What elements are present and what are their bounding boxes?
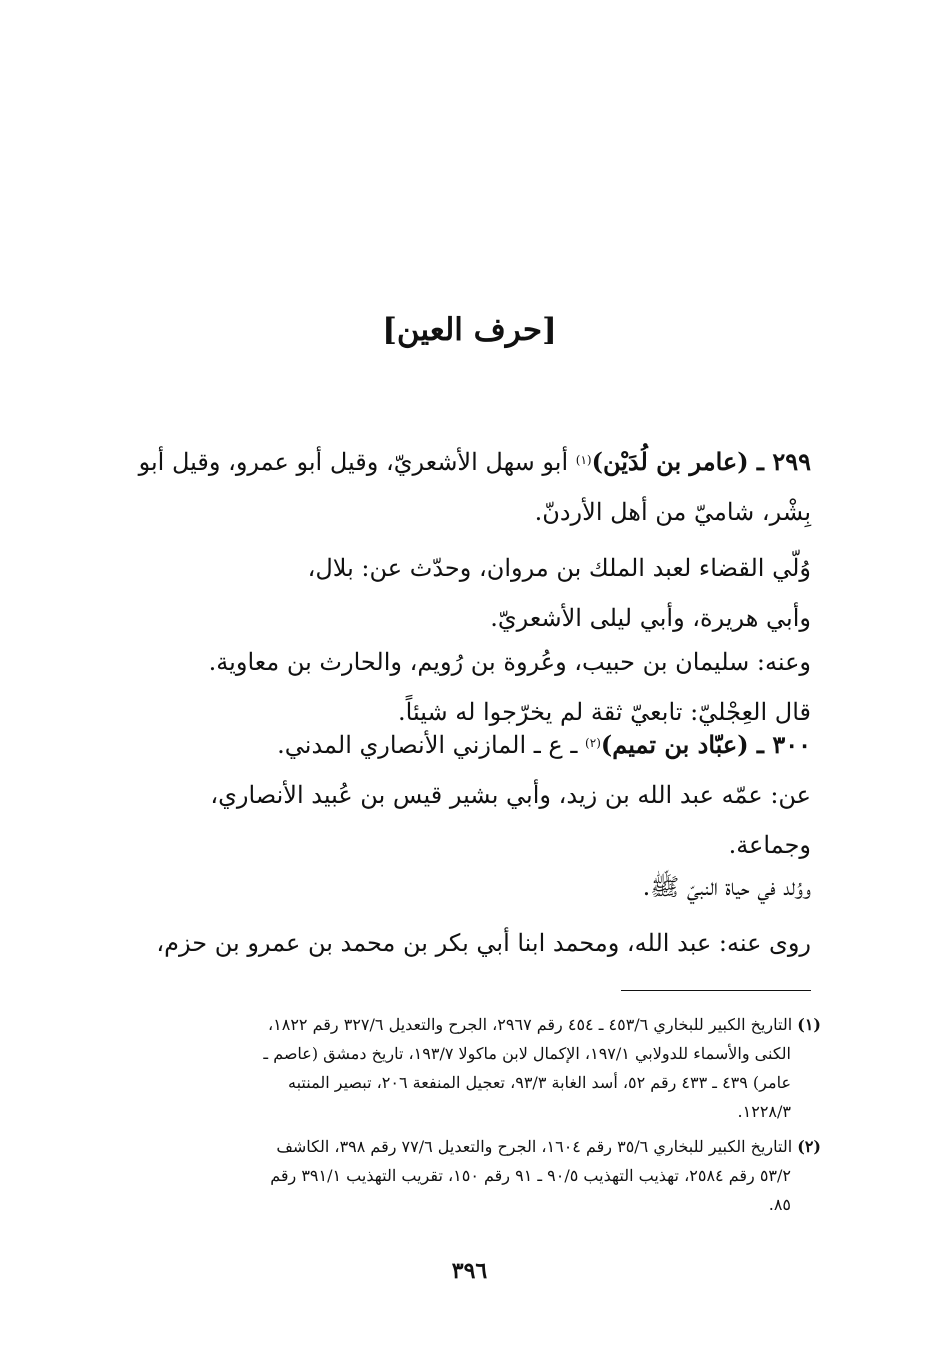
footnote-line: ٨٥.: [768, 1195, 791, 1214]
entry-300: [121, 720, 811, 870]
entry-299: [121, 437, 811, 537]
paragraph: [121, 862, 811, 912]
entry-text: أبو سهل الأشعريّ، وقيل أبو عمرو، وقيل أبو: [138, 448, 569, 476]
entry-number: ٢٩٩: [772, 447, 811, 476]
paragraph-line: ووُلد في حياة النبيّ ﷺ.: [642, 873, 811, 901]
footnote-line: عامر) ٤٣٩ ـ ٤٣٣ رقم ٥٢، أسد الغابة ٩٣/٣، تعجيل المنفعة ٢٠٦، تبصير المنتبه: [288, 1073, 791, 1092]
paragraph: [121, 918, 811, 968]
page-number: ٣٩٦: [451, 1258, 488, 1284]
footnote-number: (١): [797, 1015, 821, 1034]
entry-number: ٣٠٠: [772, 730, 811, 759]
footnote-line: التاريخ الكبير للبخاري ٤٥٣/٦ ـ ٤٥٤ رقم ٢٩٦٧، الجرح والتعديل ٣٢٧/٦ رقم ١٨٢٢،: [267, 1015, 793, 1034]
footnote-line: الكنى والأسماء للدولابي ١٩٧/١، الإكمال لابن ماكولا ١٩٣/٧، تاريخ دمشق (عاصم ـ: [263, 1044, 791, 1063]
entry-line: ٢٩٩ ـ (عامر بن لُدَيْن)$^{(١)}$ أبو سهل الأشعريّ، وقيل أبو عمرو، وقيل أبو: [138, 447, 811, 476]
paragraph: [121, 543, 811, 643]
entry-name: (عبّاد بن تميم): [600, 730, 749, 759]
paragraph-line: وعنه: سليمان بن حبيب، وعُروة بن رُويم، والحارث بن معاوية.: [208, 648, 811, 676]
footnote-ref: (١): [575, 453, 592, 467]
section-title: [حرف العين]: [382, 312, 557, 348]
paragraph-line: قال العِجْليّ: تابعيّ ثقة لم يخرّجوا له شيئاً.: [398, 698, 811, 726]
entry-name: (عامر بن لُدَيْن): [591, 447, 749, 476]
paragraph-line: وأبي هريرة، وأبي ليلى الأشعريّ.: [490, 604, 811, 632]
entry-text: ـ ع ـ المازني الأنصاري المدني.: [277, 731, 578, 759]
footnote-1: [116, 1010, 821, 1126]
entry-line: وجماعة.: [728, 831, 811, 859]
footnote-number: (٢): [797, 1137, 821, 1156]
footnotes: [116, 1010, 821, 1225]
entry-line: بِشْر، شاميّ من أهل الأردنّ.: [534, 498, 811, 526]
entry-line: ٣٠٠ ـ (عبّاد بن تميم)$^{(٢)}$ ـ ع ـ المازني الأنصاري المدني.: [277, 730, 811, 759]
paragraph-line: روى عنه: عبد الله، ومحمد ابنا أبي بكر بن محمد بن عمرو بن حزم،: [156, 929, 811, 957]
paragraph-line: وُلّي القضاء لعبد الملك بن مروان، وحدّث عن: بلال،: [307, 554, 811, 582]
entry-line: عن: عمّه عبد الله بن زيد، وأبي بشير قيس بن عُبيد الأنصاري،: [210, 781, 811, 809]
footnote-line: ٥٣/٢ رقم ٢٥٨٤، تهذيب التهذيب ٩٠/٥ ـ ٩١ رقم ١٥٠، تقريب التهذيب ٣٩١/١ رقم: [270, 1166, 791, 1185]
footnote-line: التاريخ الكبير للبخاري ٣٥/٦ رقم ١٦٠٤، الجرح والتعديل ٧٧/٦ رقم ٣٩٨، الكاشف: [276, 1137, 793, 1156]
footnote-ref: (٢): [585, 736, 601, 750]
footnote-2: [116, 1132, 821, 1219]
footnote-separator: [621, 990, 811, 991]
footnote-line: ١٢٢٨/٣.: [737, 1102, 791, 1121]
